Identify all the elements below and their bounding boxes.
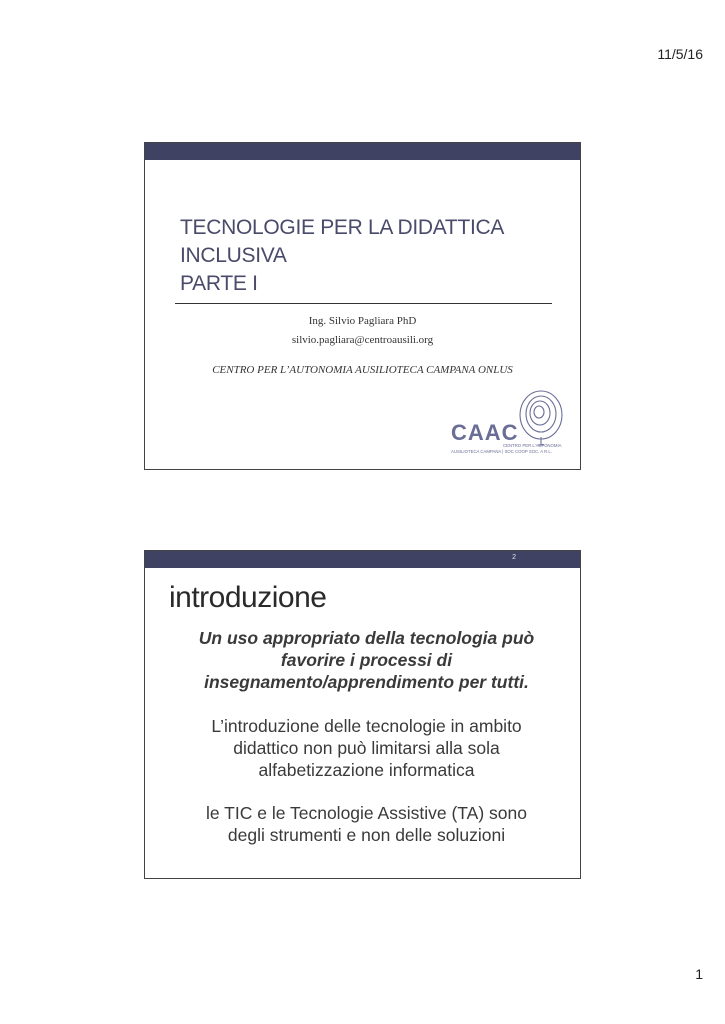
- organization-name: CENTRO PER L’AUTONOMIA AUSILIOTECA CAMPANA ONLUS: [212, 364, 513, 376]
- logo-line1: CENTRO PER L'AUTONOMIA: [503, 443, 562, 448]
- title-line: TECNOLOGIE PER LA DIDATTICA: [180, 216, 505, 239]
- paragraph-2: [159, 802, 574, 846]
- slide-header-bar: [145, 551, 580, 568]
- slide-header-bar: [145, 143, 580, 160]
- logo-wordmark: CAAC: [451, 420, 519, 445]
- emphasis-line: insegnamento/apprendimento per tutti.: [204, 672, 529, 692]
- paragraph-line: le TIC e le Tecnologie Assistive (TA) sono: [206, 803, 527, 823]
- slide-title: introduzione: [169, 581, 327, 614]
- paragraph-line: alfabetizzazione informatica: [258, 760, 475, 780]
- page-number: 1: [695, 966, 703, 982]
- paragraph-line: didattico non può limitarsi alla sola: [233, 738, 500, 758]
- title-divider: [175, 303, 552, 304]
- slide-number: 2: [512, 554, 516, 561]
- author-email: silvio.pagliara@centroausili.org: [291, 334, 434, 346]
- author-block: [145, 312, 580, 350]
- caac-logo: [445, 389, 567, 461]
- emphasis-line: Un uso appropriato della tecnologia può: [198, 628, 535, 648]
- logo-line2: AUSILIOTECA CAMPANA | SOC COOP SOC. A R.L.: [451, 449, 553, 454]
- slide-title: [180, 214, 504, 298]
- page-date: 11/5/16: [657, 46, 703, 62]
- paragraph-1: [159, 715, 574, 781]
- emphasis-line: favorire i processi di: [280, 650, 453, 670]
- title-line: PARTE I: [180, 272, 258, 295]
- emphasis-statement: [159, 627, 574, 693]
- author-name: Ing. Silvio Pagliara PhD: [308, 315, 417, 327]
- paragraph-line: L’introduzione delle tecnologie in ambito: [211, 716, 522, 736]
- paragraph-line: degli strumenti e non delle soluzioni: [227, 825, 506, 845]
- title-line: INCLUSIVA: [180, 244, 287, 267]
- slide-1: [144, 142, 581, 470]
- slide-2: [144, 550, 581, 879]
